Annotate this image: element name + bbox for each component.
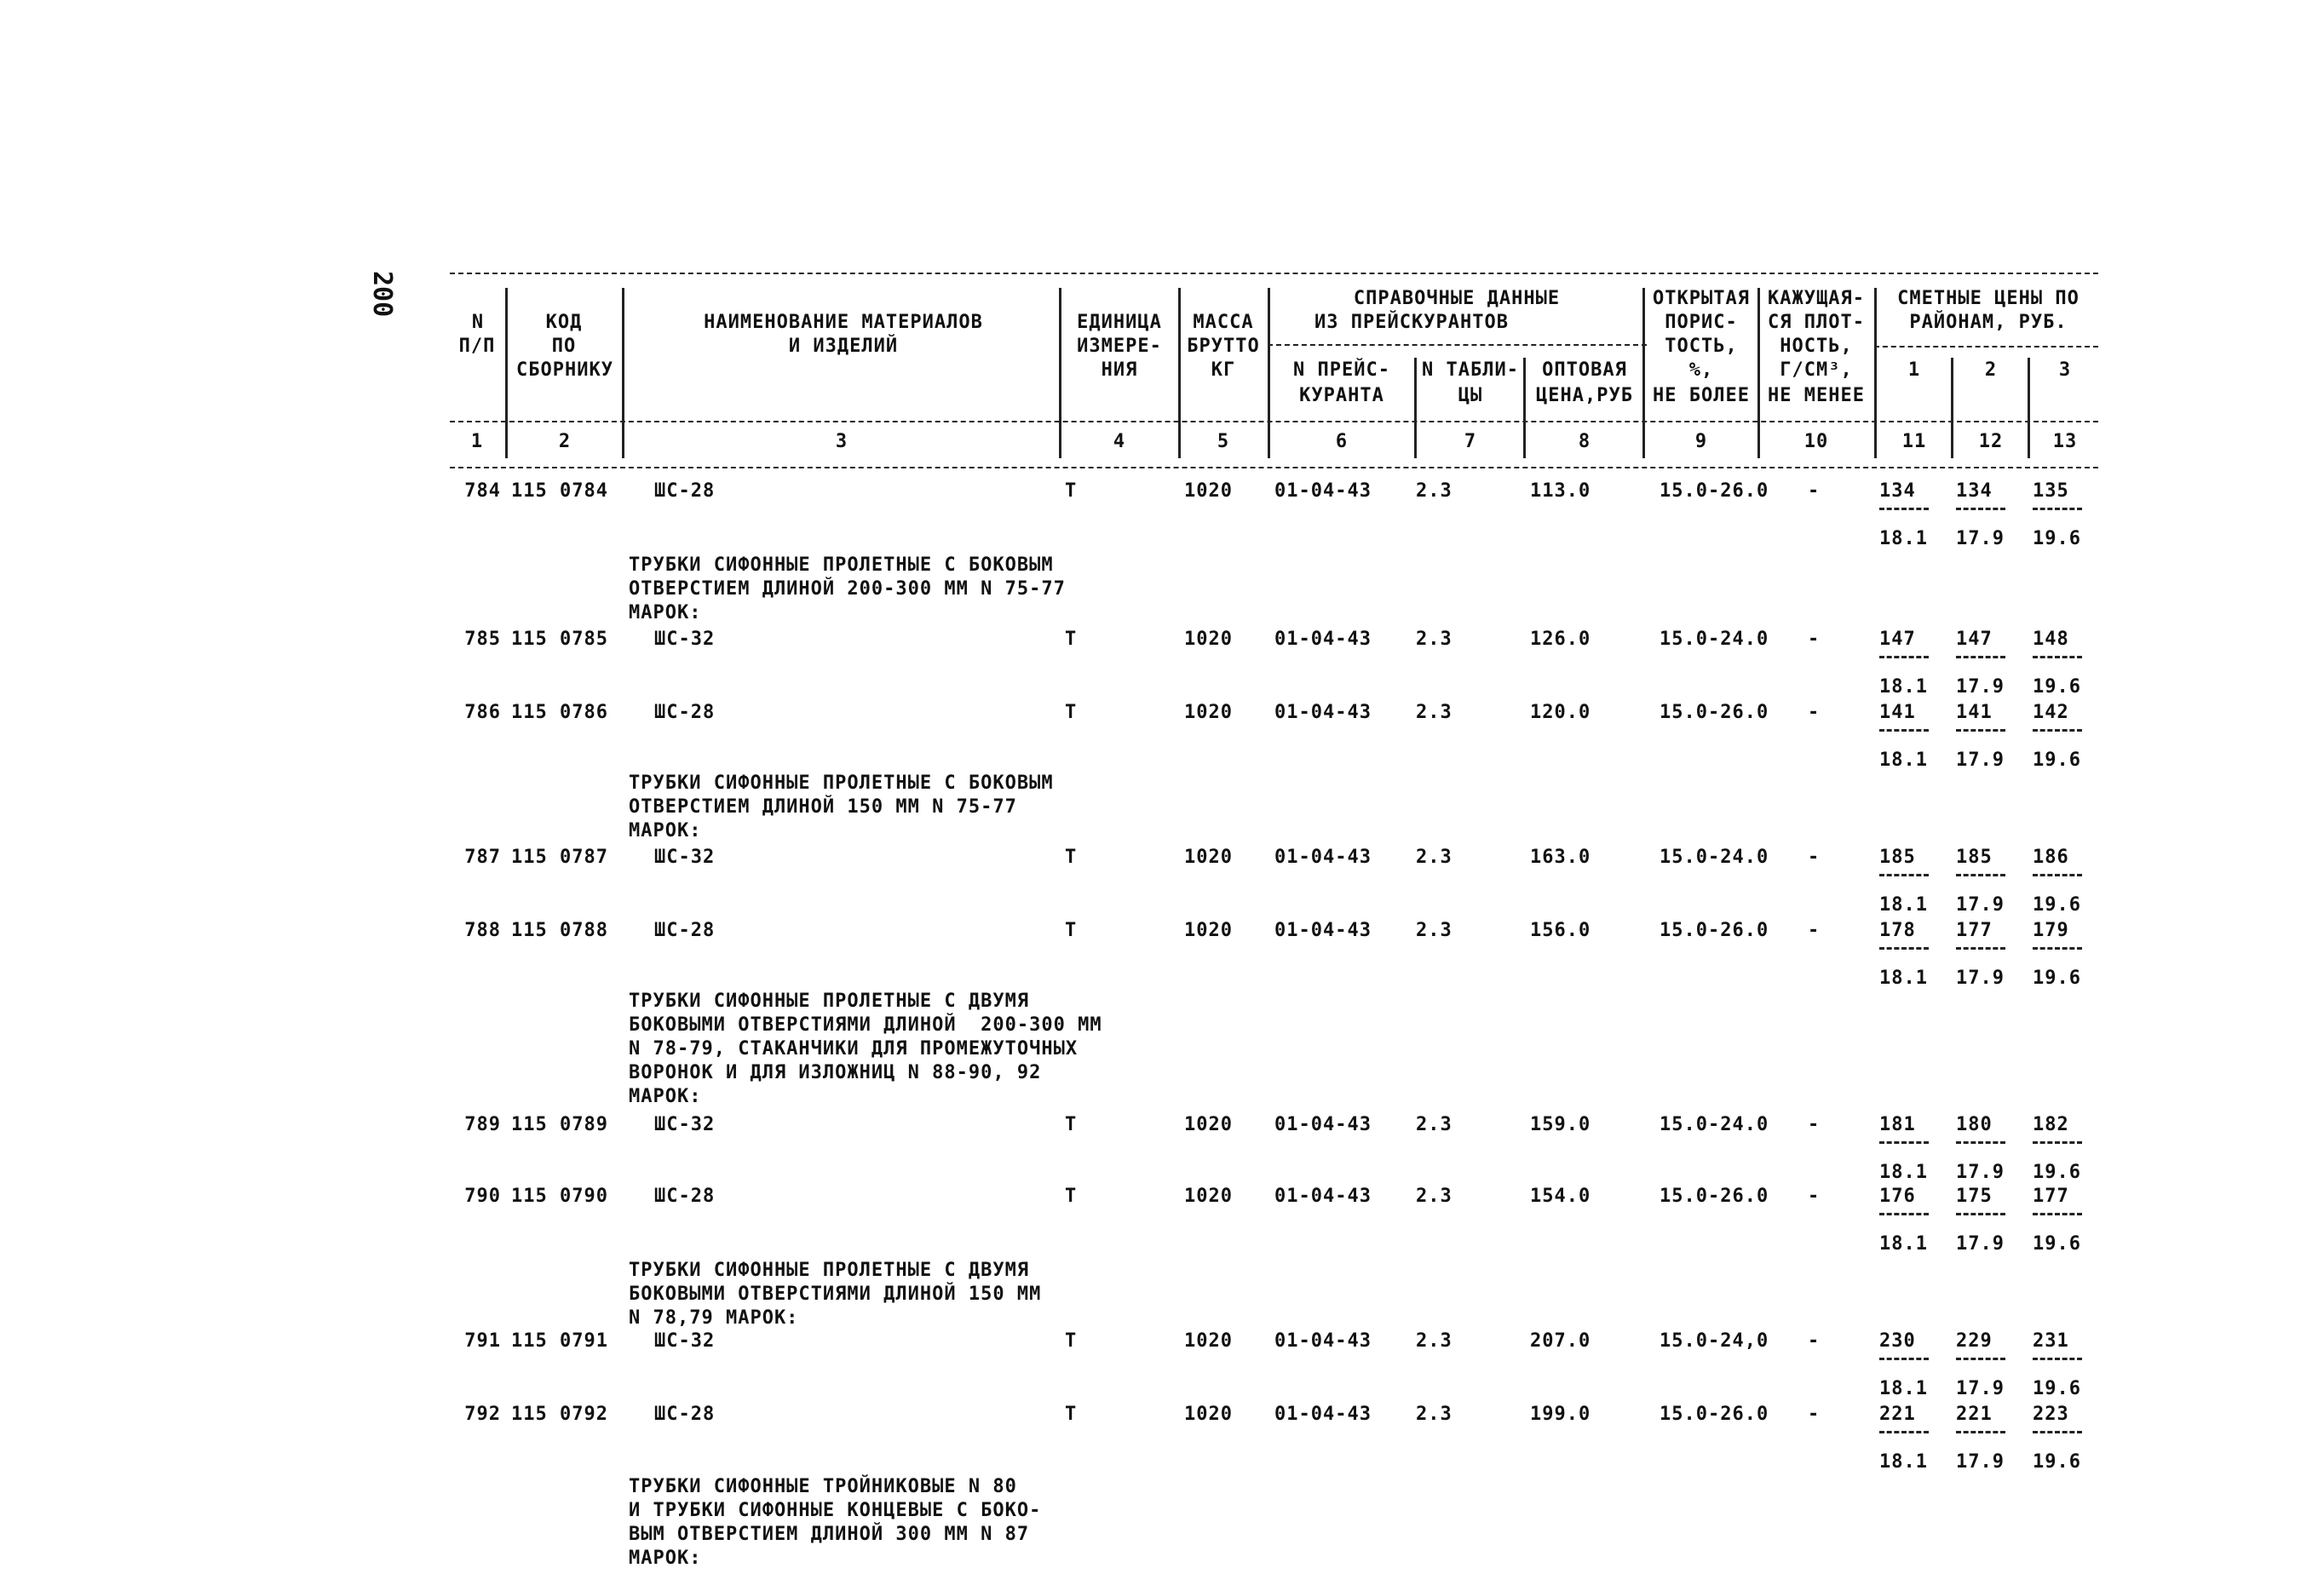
- cell-unit: Т: [1065, 920, 1078, 941]
- fraction-line: [1956, 874, 2005, 876]
- cell-code: 115 0785: [511, 629, 608, 650]
- fraction-line: [1956, 729, 2005, 732]
- cell-den: -: [1808, 920, 1821, 941]
- cell-code: 115 0792: [511, 1404, 608, 1425]
- cell-p2: 175: [1956, 1186, 1993, 1207]
- cell-table: 2.3: [1416, 480, 1452, 502]
- cell-table: 2.3: [1416, 629, 1452, 650]
- fraction-line: [1956, 1358, 2005, 1360]
- cell-name: ШС-28: [654, 702, 716, 723]
- cell-p3: 231: [2033, 1330, 2069, 1352]
- cell-unit: Т: [1065, 1404, 1078, 1425]
- cell-table: 2.3: [1416, 702, 1452, 723]
- cell-table: 2.3: [1416, 1404, 1452, 1425]
- cell-price: 01-04-43: [1274, 629, 1372, 650]
- fraction-line: [1879, 1358, 1929, 1360]
- group-description: ТРУБКИ СИФОННЫЕ ПРОЛЕТНЫЕ С ДВУМЯ БОКОВЫМИ ОТВЕРСТИЯМИ ДЛИНОЙ 150 ММ N 78,79 МАРОК:: [629, 1260, 1042, 1329]
- cell-den: -: [1808, 702, 1821, 723]
- col-num: 8: [1578, 431, 1591, 452]
- header-top-rule: [450, 273, 2098, 274]
- cell-name: ШС-28: [654, 480, 716, 502]
- cell-p1: 181: [1879, 1114, 1916, 1135]
- col-sep: [1414, 358, 1417, 458]
- cell-p1: 147: [1879, 629, 1916, 650]
- hdr-name2: И ИЗДЕЛИЙ: [788, 336, 899, 357]
- cell-p3: 179: [2033, 920, 2069, 941]
- cell-p2: 147: [1956, 629, 1993, 650]
- cell-p2: 180: [1956, 1114, 1993, 1135]
- cell-n: 792: [464, 1404, 501, 1425]
- fraction-line: [1879, 1431, 1929, 1433]
- cell-k2: 17.9: [1956, 1233, 2005, 1255]
- cell-por: 15.0-24.0: [1660, 629, 1769, 650]
- col-sep: [1951, 358, 1953, 458]
- col-sep: [1642, 288, 1645, 458]
- cell-p2: 185: [1956, 847, 1993, 868]
- hdr-est2: РАЙОНАМ, РУБ.: [1909, 312, 2068, 333]
- cell-p1: 221: [1879, 1404, 1916, 1425]
- cell-mass: 1020: [1184, 702, 1233, 723]
- hdr-ref1: СПРАВОЧНЫЕ ДАННЫЕ: [1353, 288, 1561, 309]
- group-description: ТРУБКИ СИФОННЫЕ ПРОЛЕТНЫЕ С БОКОВЫМ ОТВЕРСТИЕМ ДЛИНОЙ 200-300 ММ N 75-77 МАРОК:: [629, 554, 1066, 623]
- cell-por: 15.0-26.0: [1660, 702, 1769, 723]
- cell-whole: 120.0: [1530, 702, 1591, 723]
- cell-mass: 1020: [1184, 480, 1233, 502]
- cell-p1: 178: [1879, 920, 1916, 941]
- hdr-price2: КУРАНТА: [1299, 385, 1384, 406]
- cell-code: 115 0788: [511, 920, 608, 941]
- cell-n: 787: [464, 847, 501, 868]
- cell-price: 01-04-43: [1274, 847, 1372, 868]
- cell-unit: Т: [1065, 1186, 1078, 1207]
- fraction-line: [1879, 729, 1929, 732]
- cell-k1: 18.1: [1879, 1233, 1928, 1255]
- hdr-mass3: КГ: [1211, 359, 1236, 381]
- cell-whole: 126.0: [1530, 629, 1591, 650]
- cell-k1: 18.1: [1879, 750, 1928, 771]
- cell-k2: 17.9: [1956, 676, 2005, 698]
- cell-price: 01-04-43: [1274, 480, 1372, 502]
- cell-k3: 19.6: [2033, 750, 2081, 771]
- col-sep: [1059, 288, 1061, 458]
- cell-den: -: [1808, 1114, 1821, 1135]
- cell-unit: Т: [1065, 1330, 1078, 1352]
- cell-k1: 18.1: [1879, 528, 1928, 549]
- cell-n: 784: [464, 480, 501, 502]
- cell-k1: 18.1: [1879, 676, 1928, 698]
- fraction-line: [1956, 1141, 2005, 1144]
- col-num: 1: [470, 431, 484, 452]
- cell-k3: 19.6: [2033, 894, 2081, 916]
- cell-k2: 17.9: [1956, 1378, 2005, 1399]
- fraction-line: [2033, 656, 2082, 658]
- cell-price: 01-04-43: [1274, 1404, 1372, 1425]
- cell-code: 115 0784: [511, 480, 608, 502]
- cell-k3: 19.6: [2033, 968, 2081, 989]
- hdr-den3: НОСТЬ,: [1780, 336, 1853, 357]
- cell-mass: 1020: [1184, 1404, 1233, 1425]
- hdr-n: N: [471, 312, 485, 333]
- cell-p3: 142: [2033, 702, 2069, 723]
- col-num: 12: [1978, 431, 2004, 452]
- col-sep: [2028, 358, 2030, 458]
- cell-mass: 1020: [1184, 920, 1233, 941]
- cell-price: 01-04-43: [1274, 1186, 1372, 1207]
- cell-whole: 113.0: [1530, 480, 1591, 502]
- cell-den: -: [1808, 629, 1821, 650]
- cell-den: -: [1808, 1330, 1821, 1352]
- hdr-ref2: ИЗ ПРЕЙСКУРАНТОВ: [1314, 312, 1509, 333]
- hdr-kod1: КОД: [545, 312, 583, 333]
- cell-price: 01-04-43: [1274, 702, 1372, 723]
- fraction-line: [1956, 1213, 2005, 1215]
- cell-table: 2.3: [1416, 1114, 1452, 1135]
- cell-table: 2.3: [1416, 920, 1452, 941]
- cell-mass: 1020: [1184, 847, 1233, 868]
- cell-code: 115 0790: [511, 1186, 608, 1207]
- cell-n: 791: [464, 1330, 501, 1352]
- fraction-line: [2033, 947, 2082, 950]
- cell-whole: 154.0: [1530, 1186, 1591, 1207]
- hdr-r1: 1: [1907, 359, 1921, 381]
- col-sep: [1178, 288, 1181, 458]
- cell-p3: 182: [2033, 1114, 2069, 1135]
- cell-k1: 18.1: [1879, 968, 1928, 989]
- hdr-mass1: МАССА: [1193, 312, 1254, 333]
- cell-n: 785: [464, 629, 501, 650]
- cell-p3: 186: [2033, 847, 2069, 868]
- cell-k3: 19.6: [2033, 1233, 2081, 1255]
- hdr-pp: П/П: [458, 336, 496, 357]
- cell-por: 15.0-24.0: [1660, 847, 1769, 868]
- fraction-line: [1956, 508, 2005, 510]
- cell-p1: 230: [1879, 1330, 1916, 1352]
- fraction-line: [1879, 947, 1929, 950]
- cell-den: -: [1808, 1404, 1821, 1425]
- cell-name: ШС-28: [654, 1186, 716, 1207]
- page-number: 200: [367, 271, 397, 318]
- col-num: 10: [1803, 431, 1829, 452]
- hdr-mass2: БРУТТО: [1187, 336, 1260, 357]
- hdr-por2: ПОРИС-: [1665, 312, 1738, 333]
- cell-k2: 17.9: [1956, 968, 2005, 989]
- cell-p3: 223: [2033, 1404, 2069, 1425]
- col-sep: [622, 288, 624, 458]
- cell-por: 15.0-26.0: [1660, 1404, 1769, 1425]
- cell-n: 786: [464, 702, 501, 723]
- cell-mass: 1020: [1184, 1330, 1233, 1352]
- hdr-est1: СМЕТНЫЕ ЦЕНЫ ПО: [1897, 288, 2080, 309]
- hdr-r2: 2: [1984, 359, 1998, 381]
- cell-den: -: [1808, 1186, 1821, 1207]
- fraction-line: [1956, 656, 2005, 658]
- cell-whole: 156.0: [1530, 920, 1591, 941]
- hdr-por3: ТОСТЬ,: [1665, 336, 1738, 357]
- cell-k3: 19.6: [2033, 528, 2081, 549]
- cell-p3: 135: [2033, 480, 2069, 502]
- col-num: 13: [2052, 431, 2078, 452]
- hdr-unit2: ИЗМЕРЕ-: [1077, 336, 1162, 357]
- est-sub-rule: [1874, 346, 2098, 347]
- cell-p3: 148: [2033, 629, 2069, 650]
- col-sep: [1523, 358, 1526, 458]
- cell-k3: 19.6: [2033, 1451, 2081, 1473]
- cell-p3: 177: [2033, 1186, 2069, 1207]
- cell-code: 115 0786: [511, 702, 608, 723]
- cell-p1: 134: [1879, 480, 1916, 502]
- cell-price: 01-04-43: [1274, 920, 1372, 941]
- cell-code: 115 0789: [511, 1114, 608, 1135]
- cell-den: -: [1808, 847, 1821, 868]
- cell-unit: Т: [1065, 847, 1078, 868]
- cell-unit: Т: [1065, 480, 1078, 502]
- cell-k2: 17.9: [1956, 1451, 2005, 1473]
- cell-name: ШС-32: [654, 1330, 716, 1352]
- cell-unit: Т: [1065, 702, 1078, 723]
- cell-p1: 176: [1879, 1186, 1916, 1207]
- hdr-r3: 3: [2058, 359, 2072, 381]
- fraction-line: [1879, 656, 1929, 658]
- col-num: 4: [1113, 431, 1126, 452]
- col-num: 11: [1901, 431, 1927, 452]
- cell-n: 790: [464, 1186, 501, 1207]
- cell-whole: 199.0: [1530, 1404, 1591, 1425]
- hdr-price1: N ПРЕЙС-: [1293, 359, 1390, 381]
- cell-whole: 163.0: [1530, 847, 1591, 868]
- cell-k1: 18.1: [1879, 1378, 1928, 1399]
- fraction-line: [2033, 508, 2082, 510]
- cell-table: 2.3: [1416, 847, 1452, 868]
- ref-sub-rule: [1268, 344, 1647, 346]
- group-description: ТРУБКИ СИФОННЫЕ ПРОЛЕТНЫЕ С БОКОВЫМ ОТВЕРСТИЕМ ДЛИНОЙ 150 ММ N 75-77 МАРОК:: [629, 773, 1054, 841]
- cell-por: 15.0-24,0: [1660, 1330, 1769, 1352]
- hdr-unit3: НИЯ: [1101, 359, 1138, 381]
- fraction-line: [2033, 1358, 2082, 1360]
- cell-unit: Т: [1065, 1114, 1078, 1135]
- hdr-den2: СЯ ПЛОТ-: [1768, 312, 1865, 333]
- cell-p1: 141: [1879, 702, 1916, 723]
- col-sep: [1268, 288, 1270, 458]
- fraction-line: [2033, 729, 2082, 732]
- cell-den: -: [1808, 480, 1821, 502]
- cell-mass: 1020: [1184, 1186, 1233, 1207]
- cell-k3: 19.6: [2033, 676, 2081, 698]
- group-description: ТРУБКИ СИФОННЫЕ ПРОЛЕТНЫЕ С ДВУМЯ БОКОВЫМИ ОТВЕРСТИЯМИ ДЛИНОЙ 200-300 ММ N 78-79, СТАКАНЧИКИ ДЛЯ ПРОМЕЖУТОЧНЫХ ВОРОНОК И ДЛЯ ИЗЛОЖНИЦ N 88-90, 92 МАРОК:: [629, 991, 1102, 1107]
- hdr-kod3: СБОРНИКУ: [516, 359, 613, 381]
- col-num: 2: [558, 431, 572, 452]
- hdr-den1: КАЖУЩАЯ-: [1768, 288, 1865, 309]
- cell-name: ШС-32: [654, 1114, 716, 1135]
- cell-por: 15.0-24.0: [1660, 1114, 1769, 1135]
- cell-p2: 221: [1956, 1404, 1993, 1425]
- cell-price: 01-04-43: [1274, 1114, 1372, 1135]
- header-bottom-rule: [450, 467, 2098, 468]
- fraction-line: [1879, 1213, 1929, 1215]
- cell-mass: 1020: [1184, 629, 1233, 650]
- fraction-line: [1879, 1141, 1929, 1144]
- cell-name: ШС-28: [654, 1404, 716, 1425]
- hdr-name1: НАИМЕНОВАНИЕ МАТЕРИАЛОВ: [704, 312, 983, 333]
- hdr-whole2: ЦЕНА,РУБ: [1536, 385, 1633, 406]
- cell-unit: Т: [1065, 629, 1078, 650]
- cell-n: 788: [464, 920, 501, 941]
- hdr-por4: %,: [1688, 359, 1714, 381]
- fraction-line: [1879, 508, 1929, 510]
- cell-por: 15.0-26.0: [1660, 480, 1769, 502]
- hdr-table2: ЦЫ: [1458, 385, 1483, 406]
- col-num: 9: [1694, 431, 1708, 452]
- col-num: 5: [1217, 431, 1230, 452]
- cell-p2: 141: [1956, 702, 1993, 723]
- cell-whole: 159.0: [1530, 1114, 1591, 1135]
- col-num: 3: [835, 431, 848, 452]
- cell-p2: 229: [1956, 1330, 1993, 1352]
- cell-whole: 207.0: [1530, 1330, 1591, 1352]
- cell-code: 115 0787: [511, 847, 608, 868]
- hdr-unit1: ЕДИНИЦА: [1077, 312, 1162, 333]
- cell-n: 789: [464, 1114, 501, 1135]
- cell-mass: 1020: [1184, 1114, 1233, 1135]
- cell-k2: 17.9: [1956, 1162, 2005, 1183]
- hdr-kod2: ПО: [551, 336, 577, 357]
- cell-k1: 18.1: [1879, 1162, 1928, 1183]
- col-num: 6: [1335, 431, 1349, 452]
- hdr-den5: НЕ МЕНЕЕ: [1768, 385, 1865, 406]
- cell-p1: 185: [1879, 847, 1916, 868]
- cell-k1: 18.1: [1879, 1451, 1928, 1473]
- fraction-line: [2033, 1431, 2082, 1433]
- cell-k3: 19.6: [2033, 1378, 2081, 1399]
- hdr-den4: Г/СМ³,: [1780, 359, 1853, 381]
- hdr-table1: N ТАБЛИ-: [1422, 359, 1519, 381]
- cell-price: 01-04-43: [1274, 1330, 1372, 1352]
- cell-code: 115 0791: [511, 1330, 608, 1352]
- cell-name: ШС-32: [654, 847, 716, 868]
- col-sep: [1874, 288, 1877, 458]
- cell-k1: 18.1: [1879, 894, 1928, 916]
- cell-k2: 17.9: [1956, 750, 2005, 771]
- fraction-line: [2033, 874, 2082, 876]
- cell-name: ШС-28: [654, 920, 716, 941]
- fraction-line: [1879, 874, 1929, 876]
- fraction-line: [2033, 1213, 2082, 1215]
- cell-k2: 17.9: [1956, 894, 2005, 916]
- fraction-line: [2033, 1141, 2082, 1144]
- cell-por: 15.0-26.0: [1660, 920, 1769, 941]
- cell-table: 2.3: [1416, 1186, 1452, 1207]
- group-description: ТРУБКИ СИФОННЫЕ ТРОЙНИКОВЫЕ N 80 И ТРУБКИ СИФОННЫЕ КОНЦЕВЫЕ С БОКО- ВЫМ ОТВЕРСТИЕМ ДЛИНОЙ 300 ММ N 87 МАРОК:: [629, 1476, 1042, 1569]
- cell-p2: 134: [1956, 480, 1993, 502]
- cell-k2: 17.9: [1956, 528, 2005, 549]
- cell-name: ШС-32: [654, 629, 716, 650]
- fraction-line: [1956, 947, 2005, 950]
- header-mid-rule: [450, 421, 2098, 422]
- hdr-por5: НЕ БОЛЕЕ: [1653, 385, 1750, 406]
- cell-k3: 19.6: [2033, 1162, 2081, 1183]
- fraction-line: [1956, 1431, 2005, 1433]
- hdr-whole1: ОПТОВАЯ: [1542, 359, 1627, 381]
- col-num: 7: [1464, 431, 1477, 452]
- cell-p2: 177: [1956, 920, 1993, 941]
- cell-table: 2.3: [1416, 1330, 1452, 1352]
- hdr-por1: ОТКРЫТАЯ: [1653, 288, 1750, 309]
- cell-por: 15.0-26.0: [1660, 1186, 1769, 1207]
